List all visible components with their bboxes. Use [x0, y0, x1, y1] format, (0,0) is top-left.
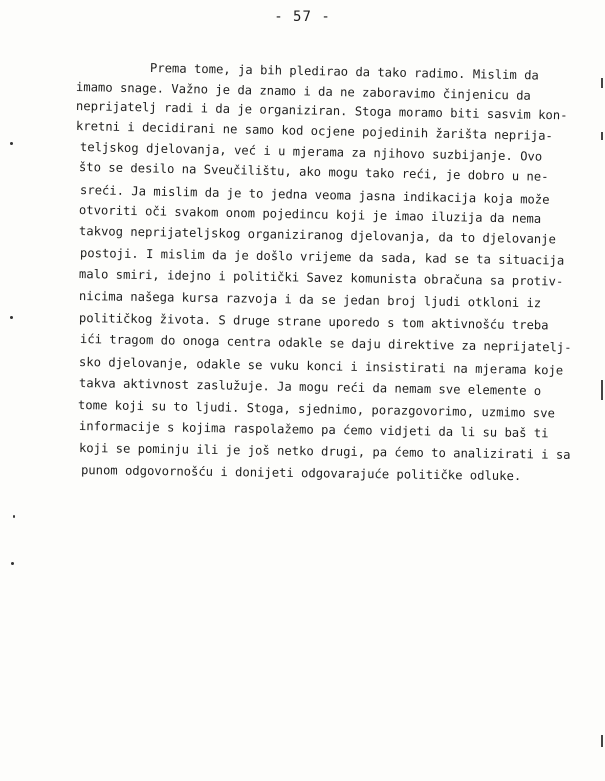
text-line: tome koji su to ljudi. Stoga, sjednimo, porazgovorimo, uzmimo sve: [77, 398, 555, 421]
text-line: postoji. I mislim da je došlo vrijeme da sada, kad se ta situacija: [79, 246, 565, 268]
text-line: otvoriti oči svakom onom pojedincu koji je imao iluzija da nema: [78, 203, 542, 226]
margin-mark: [10, 142, 13, 145]
margin-mark: [11, 562, 14, 565]
text-line: koji se pominju ili je još netko drugi, pa ćemo to analizirati i sa: [78, 441, 571, 462]
text-line: političkog života. S druge strane uporedo s tom aktivnošću treba: [78, 311, 549, 333]
text-line: sreći. Ja mislim da je to jedna veoma jasna indikacija koja može: [79, 183, 550, 207]
margin-mark: [13, 515, 15, 518]
text-line: takvog neprijateljskog organiziranog djelovanja, da to djelovanje: [78, 224, 556, 247]
scan-edge-mark: [601, 78, 603, 88]
scan-edge-mark: [601, 735, 603, 747]
text-line: nicima našega kursa razvoja i da se jedan broj ljudi otkloni iz: [78, 289, 542, 311]
margin-mark: [10, 316, 13, 319]
text-line: ići tragom do onoga centra odakle se daju direktive za neprijatelj-: [79, 332, 572, 355]
text-line: neprijatelj radi i da je organiziran. Stoga moramo biti sasvim kon-: [75, 99, 568, 123]
text-line: punom odgovornošću i donijeti odgovarajuće političke odluke.: [80, 463, 522, 484]
text-line: što se desilo na Sveučilištu, ako mogu tako reći, je dobro u ne-: [78, 160, 549, 184]
text-line: takva aktivnost zaslužuje. Ja mogu reći da nemam sve elemente o: [78, 376, 542, 399]
text-line: malo smiri, idejno i politički Savez komunista obračuna sa protiv-: [78, 267, 564, 289]
text-line: informacije s kojima raspolažemo pa ćemo vidjeti da li su baš ti: [78, 419, 549, 441]
text-line: imamo snage. Važno je da znamo i da ne zaboravimo činjenicu da: [75, 80, 531, 103]
text-line: sko djelovanje, odakle se vuku konci i insistirati na mjerama koje: [78, 355, 564, 378]
scan-edge-mark: [601, 380, 603, 400]
text-line: Prema tome, ja bih pledirao da tako radimo. Mislim da: [149, 61, 539, 83]
scan-edge-mark: [601, 132, 603, 140]
page-number: - 57 -: [274, 9, 331, 25]
text-line: teljskog djelovanja, već i u mjerama za njihovo suzbijanje. Ovo: [79, 140, 543, 164]
text-line: kretni i decidirani ne samo kod ocjene pojedinih žarišta neprija-: [75, 119, 553, 143]
